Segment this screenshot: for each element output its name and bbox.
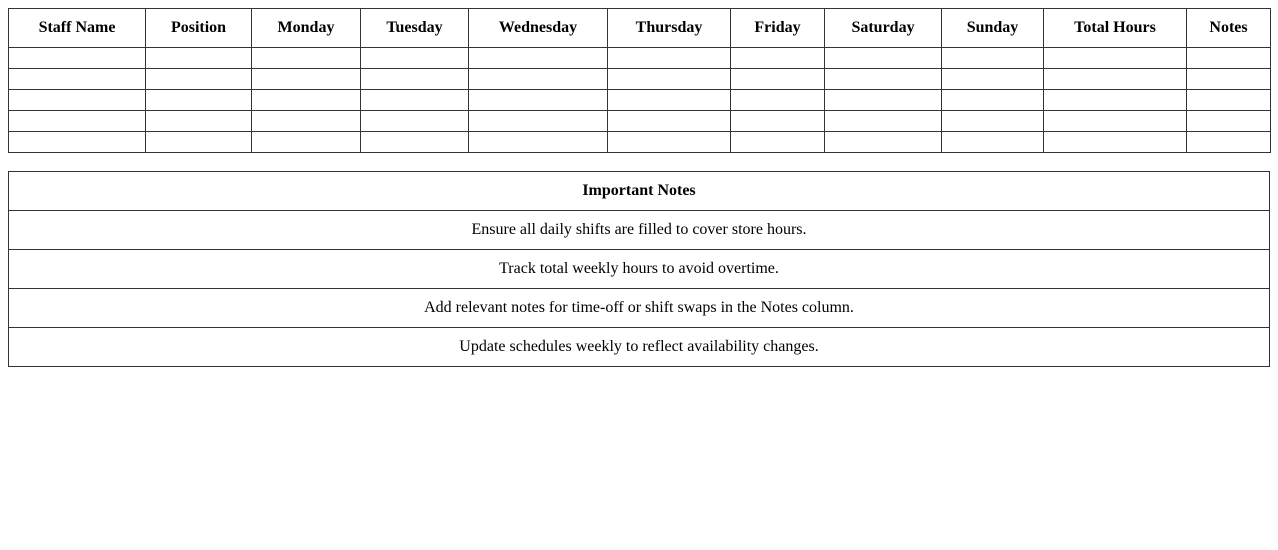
table-row bbox=[9, 90, 1271, 111]
note-row bbox=[9, 328, 1270, 367]
cell-staff-name[interactable] bbox=[9, 48, 146, 69]
cell-total-hours[interactable] bbox=[1044, 69, 1187, 90]
cell-sunday[interactable] bbox=[942, 90, 1044, 111]
cell-position[interactable] bbox=[146, 90, 252, 111]
table-row bbox=[9, 48, 1271, 69]
cell-notes[interactable] bbox=[1187, 111, 1271, 132]
important-notes-table bbox=[8, 171, 1270, 367]
cell-staff-name[interactable] bbox=[9, 111, 146, 132]
cell-tuesday[interactable] bbox=[361, 90, 469, 111]
cell-saturday[interactable] bbox=[825, 111, 942, 132]
table-row bbox=[9, 69, 1271, 90]
cell-staff-name[interactable] bbox=[9, 132, 146, 153]
table-header-row bbox=[9, 9, 1271, 48]
cell-wednesday[interactable] bbox=[469, 48, 608, 69]
cell-monday[interactable] bbox=[252, 111, 361, 132]
note-item: Track total weekly hours to avoid overtime. bbox=[9, 250, 1270, 289]
cell-notes[interactable] bbox=[1187, 48, 1271, 69]
cell-notes[interactable] bbox=[1187, 132, 1271, 153]
column-header-monday: Monday bbox=[252, 9, 361, 48]
cell-notes[interactable] bbox=[1187, 90, 1271, 111]
cell-total-hours[interactable] bbox=[1044, 132, 1187, 153]
cell-thursday[interactable] bbox=[608, 69, 731, 90]
cell-saturday[interactable] bbox=[825, 132, 942, 153]
note-row bbox=[9, 289, 1270, 328]
note-row bbox=[9, 211, 1270, 250]
column-header-position: Position bbox=[146, 9, 252, 48]
note-item: Ensure all daily shifts are filled to cover store hours. bbox=[9, 211, 1270, 250]
cell-thursday[interactable] bbox=[608, 132, 731, 153]
note-item: Update schedules weekly to reflect availability changes. bbox=[9, 328, 1270, 367]
column-header-tuesday: Tuesday bbox=[361, 9, 469, 48]
note-row bbox=[9, 250, 1270, 289]
cell-monday[interactable] bbox=[252, 48, 361, 69]
cell-thursday[interactable] bbox=[608, 111, 731, 132]
cell-tuesday[interactable] bbox=[361, 48, 469, 69]
cell-monday[interactable] bbox=[252, 90, 361, 111]
table-row bbox=[9, 111, 1271, 132]
cell-sunday[interactable] bbox=[942, 111, 1044, 132]
note-item: Add relevant notes for time-off or shift swaps in the Notes column. bbox=[9, 289, 1270, 328]
cell-position[interactable] bbox=[146, 132, 252, 153]
cell-total-hours[interactable] bbox=[1044, 48, 1187, 69]
notes-title: Important Notes bbox=[9, 172, 1270, 211]
cell-monday[interactable] bbox=[252, 132, 361, 153]
column-header-saturday: Saturday bbox=[825, 9, 942, 48]
cell-staff-name[interactable] bbox=[9, 90, 146, 111]
staff-schedule-table bbox=[8, 8, 1271, 153]
cell-friday[interactable] bbox=[731, 132, 825, 153]
column-header-friday: Friday bbox=[731, 9, 825, 48]
cell-wednesday[interactable] bbox=[469, 90, 608, 111]
column-header-wednesday: Wednesday bbox=[469, 9, 608, 48]
cell-tuesday[interactable] bbox=[361, 69, 469, 90]
cell-sunday[interactable] bbox=[942, 48, 1044, 69]
cell-friday[interactable] bbox=[731, 90, 825, 111]
cell-saturday[interactable] bbox=[825, 90, 942, 111]
column-header-notes: Notes bbox=[1187, 9, 1271, 48]
cell-wednesday[interactable] bbox=[469, 69, 608, 90]
cell-position[interactable] bbox=[146, 69, 252, 90]
column-header-sunday: Sunday bbox=[942, 9, 1044, 48]
cell-tuesday[interactable] bbox=[361, 111, 469, 132]
cell-total-hours[interactable] bbox=[1044, 111, 1187, 132]
cell-total-hours[interactable] bbox=[1044, 90, 1187, 111]
column-header-thursday: Thursday bbox=[608, 9, 731, 48]
cell-saturday[interactable] bbox=[825, 69, 942, 90]
cell-position[interactable] bbox=[146, 48, 252, 69]
cell-position[interactable] bbox=[146, 111, 252, 132]
cell-notes[interactable] bbox=[1187, 69, 1271, 90]
column-header-total-hours: Total Hours bbox=[1044, 9, 1187, 48]
cell-saturday[interactable] bbox=[825, 48, 942, 69]
cell-thursday[interactable] bbox=[608, 48, 731, 69]
column-header-staff-name: Staff Name bbox=[9, 9, 146, 48]
cell-friday[interactable] bbox=[731, 69, 825, 90]
cell-sunday[interactable] bbox=[942, 132, 1044, 153]
cell-thursday[interactable] bbox=[608, 90, 731, 111]
cell-friday[interactable] bbox=[731, 48, 825, 69]
cell-monday[interactable] bbox=[252, 69, 361, 90]
notes-header-row bbox=[9, 172, 1270, 211]
table-row bbox=[9, 132, 1271, 153]
cell-staff-name[interactable] bbox=[9, 69, 146, 90]
cell-wednesday[interactable] bbox=[469, 132, 608, 153]
cell-friday[interactable] bbox=[731, 111, 825, 132]
cell-tuesday[interactable] bbox=[361, 132, 469, 153]
cell-sunday[interactable] bbox=[942, 69, 1044, 90]
cell-wednesday[interactable] bbox=[469, 111, 608, 132]
